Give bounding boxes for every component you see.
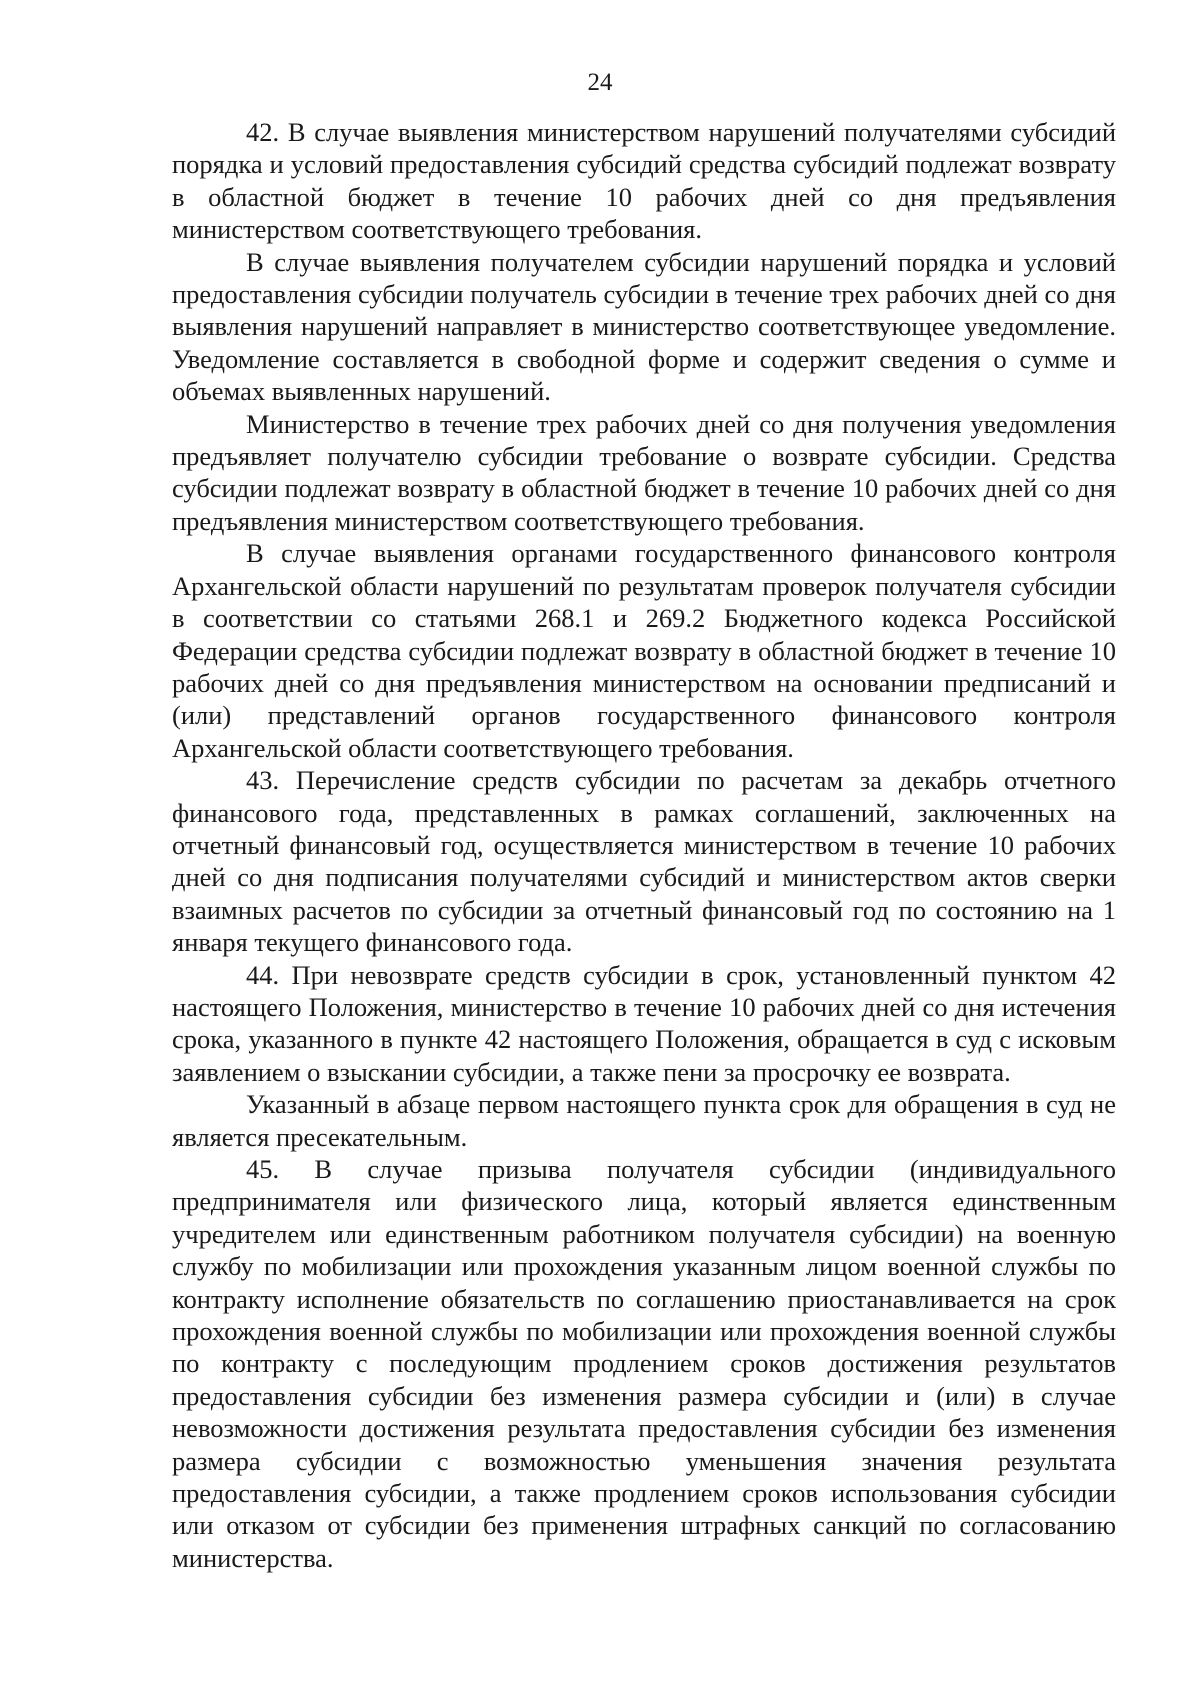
paragraph-45: 45. В случае призыва получателя субсидии (индивидуального предпринимателя или физического лица, который является единственным учредителем или единственным работником получателя субсидии) на военную службу по мобилизации или прохождения указанным лицом военной службы по контракту исполнение обязательств по соглашению приостанавливается на срок прохождения военной службы по мобилизации или прохождения военной службы по контракту с последующим продлением сроков достижения результатов предоставления субсидии без изменения размера субсидии и (или) в случае невозможности достижения результата предоставления субсидии без изменения размера субсидии с возможностью уменьшения значения результата предоставления субсидии, а также продлением сроков использования субсидии или отказом от субсидии без применения штрафных санкций по согласованию министерства. [172,1154,1116,1573]
paragraph-42-1: 42. В случае выявления министерством нарушений получателями субсидий порядка и условий предоставления субсидий средства субсидий подлежат возврату в областной бюджет в течение 10 рабочих дней со дня предъявления министерством соответствующего требования. [172,117,1116,245]
paragraph-42-3: Министерство в течение трех рабочих дней со дня получения уведомления предъявляет получателю субсидии требование о возврате субсидии. Средства субсидии подлежат возврату в областной бюджет в течение 10 рабочих дней со дня предъявления министерством соответствующего требования. [172,408,1116,536]
document-body [172,116,1116,1574]
paragraph-42-2: В случае выявления получателем субсидии нарушений порядка и условий предоставления субсидии получатель субсидии в течение трех рабочих дней со дня выявления нарушений направляет в министерство соответствующее уведомление. Уведомление составляется в свободной форме и содержит сведения о сумме и объемах выявленных нарушений. [172,246,1116,407]
paragraph-44-1: 44. При невозврате средств субсидии в срок, установленный пунктом 42 настоящего Положения, министерство в течение 10 рабочих дней со дня истечения срока, указанного в пункте 42 настоящего Положения, обращается в суд с исковым заявлением о взыскании субсидии, а также пени за просрочку ее возврата. [172,959,1116,1087]
paragraph-42-4: В случае выявления органами государственного финансового контроля Архангельской области нарушений по результатам проверок получателя субсидии в соответствии со статьями 268.1 и 269.2 Бюджетного кодекса Российской Федерации средства субсидии подлежат возврату в областной бюджет в течение 10 рабочих дней со дня предъявления министерством на основании предписаний и (или) представлений органов государственного финансового контроля Архангельской области соответствующего требования. [172,538,1116,763]
page-number: 24 [587,69,613,96]
paragraph-44-2: Указанный в абзаце первом настоящего пункта срок для обращения в суд не является пресекательным. [172,1089,1116,1152]
paragraph-43: 43. Перечисление средств субсидии по расчетам за декабрь отчетного финансового года, представленных в рамках соглашений, заключенных на отчетный финансовый год, осуществляется министерством в течение 10 рабочих дней со дня подписания получателями субсидий и министерством актов сверки взаимных расчетов по субсидии за отчетный финансовый год по состоянию на 1 января текущего финансового года. [172,765,1116,958]
